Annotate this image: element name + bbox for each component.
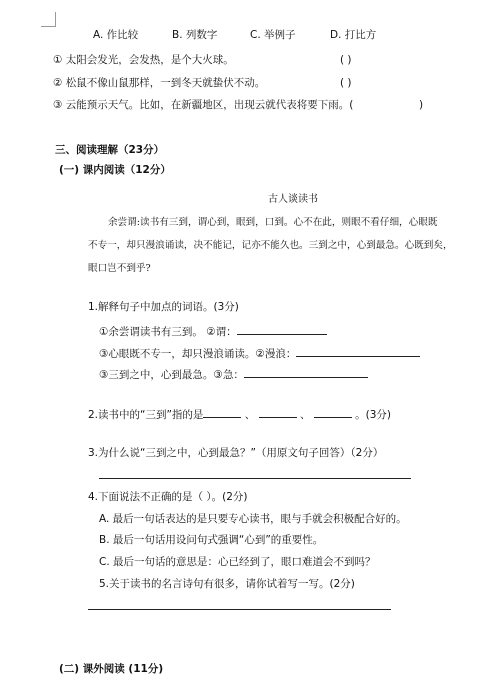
q1-item-a: ①余尝谓读书有三到。 ②谓：: [99, 323, 327, 339]
page-corner-mark: [41, 12, 56, 27]
q5-title: 5.关于读书的名言诗句有很多，请你试着写一写。(2分): [99, 578, 355, 590]
item-1-text: ① 太阳会发光，会发热，是个大火球。: [53, 54, 234, 66]
item-2-paren: ( ): [340, 77, 352, 89]
item-1-paren: ( ): [340, 54, 352, 66]
q1-item-c: ③三到之中，心到最急。③急：: [99, 366, 368, 382]
section-3-title: 三、阅读理解（23分）: [55, 144, 165, 156]
q4-option-a: A. 最后一句话表达的是只要专心读书，眼与手就会积极配合好的。: [99, 513, 407, 525]
passage-line-1: 余尝谓:读书有三到，谓心到，眼到，口到。心不在此，则眼不看仔细，心眼既: [108, 217, 438, 228]
option-b: B. 列数字: [172, 29, 218, 41]
section-3-sub1: (一) 课内阅读（12分）: [59, 164, 171, 176]
q1-answer-blank-b[interactable]: [296, 345, 420, 357]
passage-line-2: 不专一，却只漫浪诵读，决不能记，记亦不能久也。三到之中，心到最急。心既到矣，: [88, 240, 453, 251]
q1-item-b: ③心眼既不专一，却只漫浪诵读。②漫浪：: [99, 345, 420, 361]
q1-title: 1.解释句子中加点的词语。(3分): [88, 301, 239, 313]
q3-title: 3.为什么说“三到之中，心到最急？”（用原文句子回答）（2分）: [88, 447, 384, 459]
passage-title: 古人谈读书: [268, 194, 318, 205]
option-c: C. 举例子: [250, 29, 296, 41]
option-d: D. 打比方: [330, 29, 377, 41]
q1-answer-blank-c[interactable]: [244, 366, 368, 378]
q2-answer-blank-3[interactable]: [314, 406, 352, 418]
q3-answer-line[interactable]: [99, 478, 411, 479]
option-a: A. 作比较: [93, 29, 139, 41]
q4-option-c: C. 最后一句话的意思是：心已经到了，眼口难道会不到吗？: [99, 556, 376, 568]
q2-answer-blank-2[interactable]: [259, 406, 297, 418]
q2-answer-blank-1[interactable]: [203, 406, 241, 418]
section-next-title: (二) 课外阅读 (11分): [59, 663, 164, 675]
q4-option-b: B. 最后一句话用设问句式强调“心到”的重要性。: [99, 534, 324, 546]
q4-title: 4.下面说法不正确的是（ ）。(2分): [88, 491, 248, 503]
passage-line-3: 眼口岂不到乎?: [88, 263, 151, 274]
item-3-paren: ): [419, 99, 424, 111]
q1-answer-blank-a[interactable]: [237, 323, 327, 335]
q5-answer-line[interactable]: [88, 609, 391, 610]
item-3-text: ③ 云能预示天气。比如，在新疆地区，出现云就代表将要下雨。(: [53, 99, 354, 111]
q2-line: 2.读书中的“三到”指的是 、 、 。(3分): [88, 406, 391, 422]
item-2-text: ② 松鼠不像山鼠那样，一到冬天就蛰伏不动。: [53, 77, 266, 89]
